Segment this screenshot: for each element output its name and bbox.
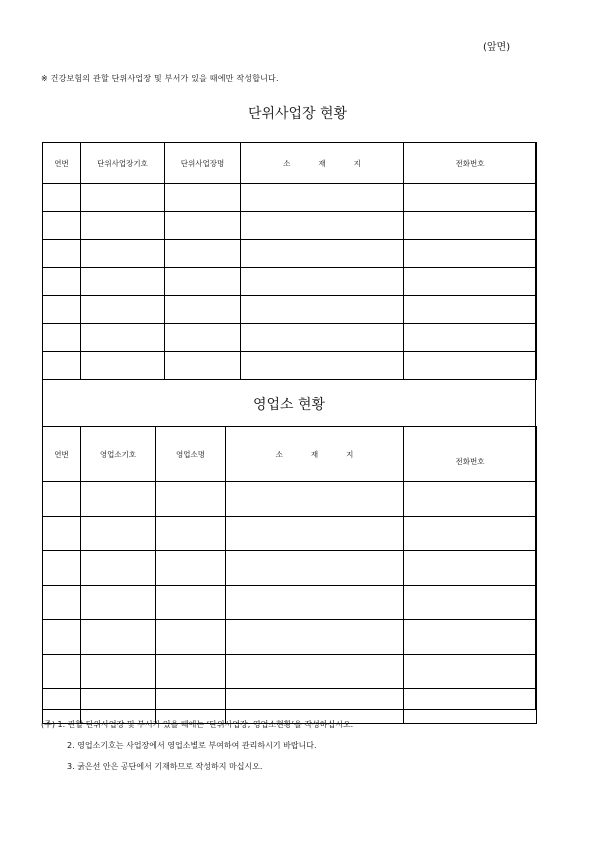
col-header-phone: 전화번호: [404, 427, 537, 482]
footnote-3: 3. 굵은선 안은 공단에서 기재하므로 작성하지 마십시오.: [67, 762, 263, 771]
col-header-unit-name: 단위사업장명: [165, 143, 241, 184]
footnote-1: (주) 1. 관할 단위사업장 및 부서가 있을 때에는 ‘단위사업장, 영업소현황’을 작성하십시오.: [41, 720, 354, 729]
col-header-unit-code: 단위사업장기호: [81, 143, 165, 184]
footnote-2: 2. 영업소기호는 사업장에서 영업소별로 부여하여 관리하시기 바랍니다.: [67, 741, 317, 750]
form-outer-border: [42, 142, 536, 710]
col-header-location: 소 재 지: [226, 427, 404, 482]
col-header-office-code: 영업소기호: [81, 427, 156, 482]
col-header-phone: 전화번호: [404, 143, 537, 184]
col-header-office-name: 영업소명: [156, 427, 226, 482]
col-header-serial: 연번: [43, 427, 81, 482]
page-side-label: (앞면): [483, 42, 511, 53]
office-section-title: 영업소 현황: [252, 396, 326, 413]
notice-text: ※ 건강보험의 관할 단위사업장 및 부서가 있을 때에만 작성합니다.: [41, 74, 279, 83]
col-header-location: 소 재 지: [241, 143, 404, 184]
footnotes: [41, 714, 353, 777]
unit-section-title: 단위사업장 현황: [247, 106, 348, 122]
col-header-serial: 연번: [43, 143, 81, 184]
